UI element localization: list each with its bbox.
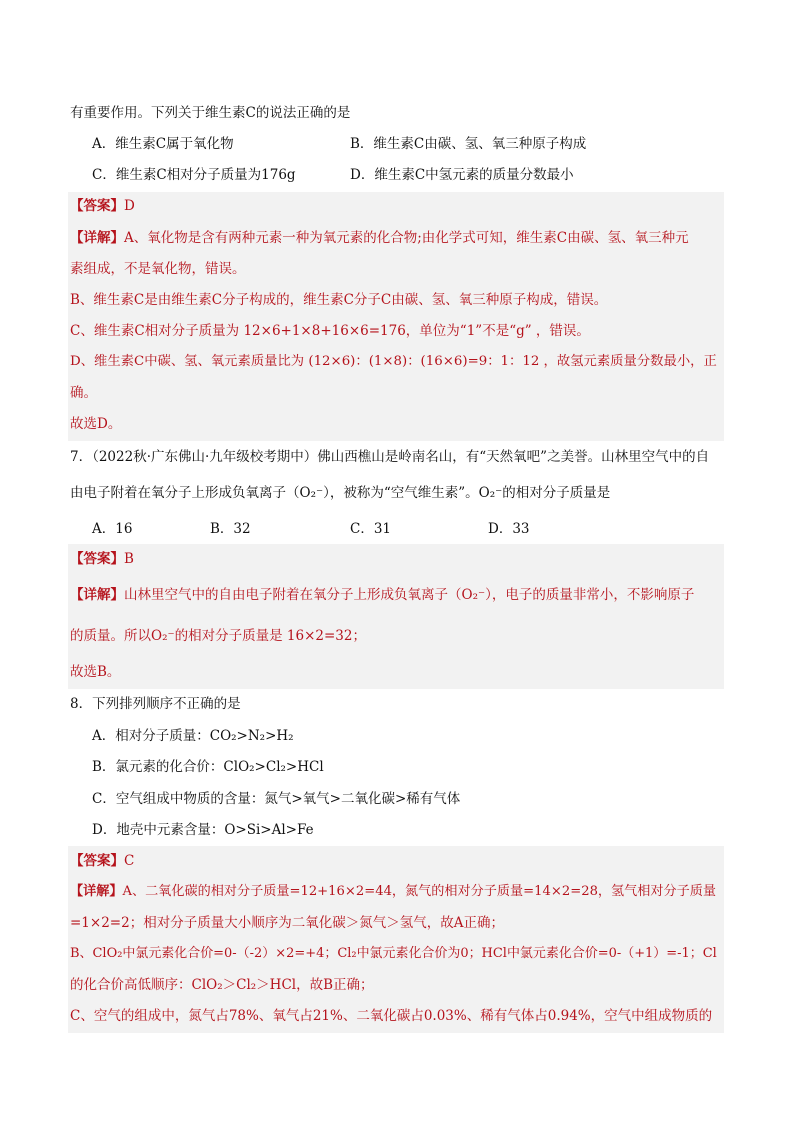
q6-stem-tail: 有重要作用。下列关于维生素C的说法正确的是 [70,105,351,121]
q8-detail-line: C、空气的组成中，氮气占78%、氧气占21%、二氧化碳占0.03%、稀有气体占0.94%，空气中组成物质的 [70,1008,713,1024]
q7-stem-line2 [70,483,610,503]
detail-tag: 【详解】 [70,884,123,899]
q6-detail-line: 素组成，不是氧化物，错误。 [70,261,246,277]
answer-tag: 【答案】 [70,853,124,869]
detail-tag: 【详解】 [70,230,124,246]
detail-text: 的质量。所以 [70,628,151,644]
ion-formula: O₂⁻ [461,587,486,603]
answer-tag: 【答案】 [70,198,124,214]
q7-answer [70,549,134,569]
q7-option-d: D．33 [488,521,530,537]
q8-answer [70,851,134,871]
q6-detail-line: B、维生素C是由维生素C分子构成的，维生素C分子C由碳、氢、氧三种原子构成，错误。 [70,292,608,308]
q6-detail-line: D、维生素C中碳、氢、氧元素质量比为 (12×6)：(1×8)：(16×6)=9：1：12 ，故氢元素质量分数最小，正 [70,354,717,369]
answer-value: C [124,853,135,869]
q8-option-c: C．空气组成中物质的含量：氮气>氧气>二氧化碳>稀有气体 [92,791,461,807]
detail-text: ），电子的质量非常小，不影响原子 [485,587,695,603]
q7-option-b: B．32 [210,521,251,537]
q8-detail-line: =1×2=2；相对分子质量大小顺序为二氧化碳＞氮气＞氢气，故A正确； [70,915,504,931]
stem-text: 的相对分子质量是 [502,485,611,501]
q8-option-d: D．地壳中元素含量：O>Si>Al>Fe [92,822,314,838]
detail-tag: 【详解】 [70,587,124,603]
stem-text: ），被称为“空气维生素”。 [323,485,479,501]
q6-detail-line: 故选D。 [70,416,122,432]
stem-text: 由电子附着在氧分子上形成负氧离子（ [70,485,300,501]
ion-formula: O₂⁻ [299,485,324,501]
q6-option-b: B．维生素C由碳、氢、氧三种原子构成 [350,136,587,152]
q7-detail-line [70,585,694,605]
q6-option-c: C．维生素C相对分子质量为176g [92,167,296,183]
q6-detail-line: C、维生素C相对分子质量为 12×6+1×8+16×6=176，单位为“1”不是“g” ，错误。 [70,323,590,339]
detail-text: 的相对分子质量是 16×2=32； [174,628,366,644]
q8-detail-line: 的化合价高低顺序：ClO₂＞Cl₂＞HCl，故B正确； [70,977,374,993]
q8-detail-line: B、ClO₂中氯元素化合价=0-（-2）×2=+4；Cl₂中氯元素化合价为0；HCl中氯元素化合价=0-（+1）=-1；Cl [70,946,717,961]
q7-answer-block [68,544,724,689]
q6-option-d: D．维生素C中氢元素的质量分数最小 [350,167,574,183]
ion-formula: O₂⁻ [478,485,503,501]
q7-detail-line [70,626,366,646]
detail-text: A、氧化物是含有两种元素一种为氧元素的化合物;由化学式可知，维生素C由碳、氢、氧三种元 [124,230,689,246]
q6-answer [70,196,135,216]
detail-text: 山林里空气中的自由电子附着在氧分子上形成负氧离子（ [124,587,462,603]
q7-option-a: A．16 [92,521,133,537]
q8-option-b: B．氯元素的化合价：ClO₂>Cl₂>HCl [92,759,324,775]
answer-tag: 【答案】 [70,551,124,567]
q7-option-c: C．31 [350,521,392,537]
q6-detail-line [70,228,689,248]
answer-value: B [124,551,134,567]
q8-stem: 8．下列排列顺序不正确的是 [70,696,241,712]
q7-detail-line: 故选B。 [70,664,121,680]
answer-value: D [124,198,135,214]
q7-stem-line1: 7．（2022秋·广东佛山·九年级校考期中）佛山西樵山是岭南名山，有“天然氧吧”之美誉。山林里空气中的自 [70,449,710,465]
q8-detail-line [70,882,716,902]
q8-option-a: A．相对分子质量：CO₂>N₂>H₂ [92,728,294,744]
q8-answer-block [68,846,724,1033]
q6-detail-line: 确。 [70,385,97,401]
q6-option-a: A．维生素C属于氧化物 [92,136,234,152]
ion-formula: O₂⁻ [151,628,175,644]
detail-text: A、二氧化碳的相对分子质量=12+16×2=44，氮气的相对分子质量=14×2=28，氢气相对分子质量 [122,884,717,899]
